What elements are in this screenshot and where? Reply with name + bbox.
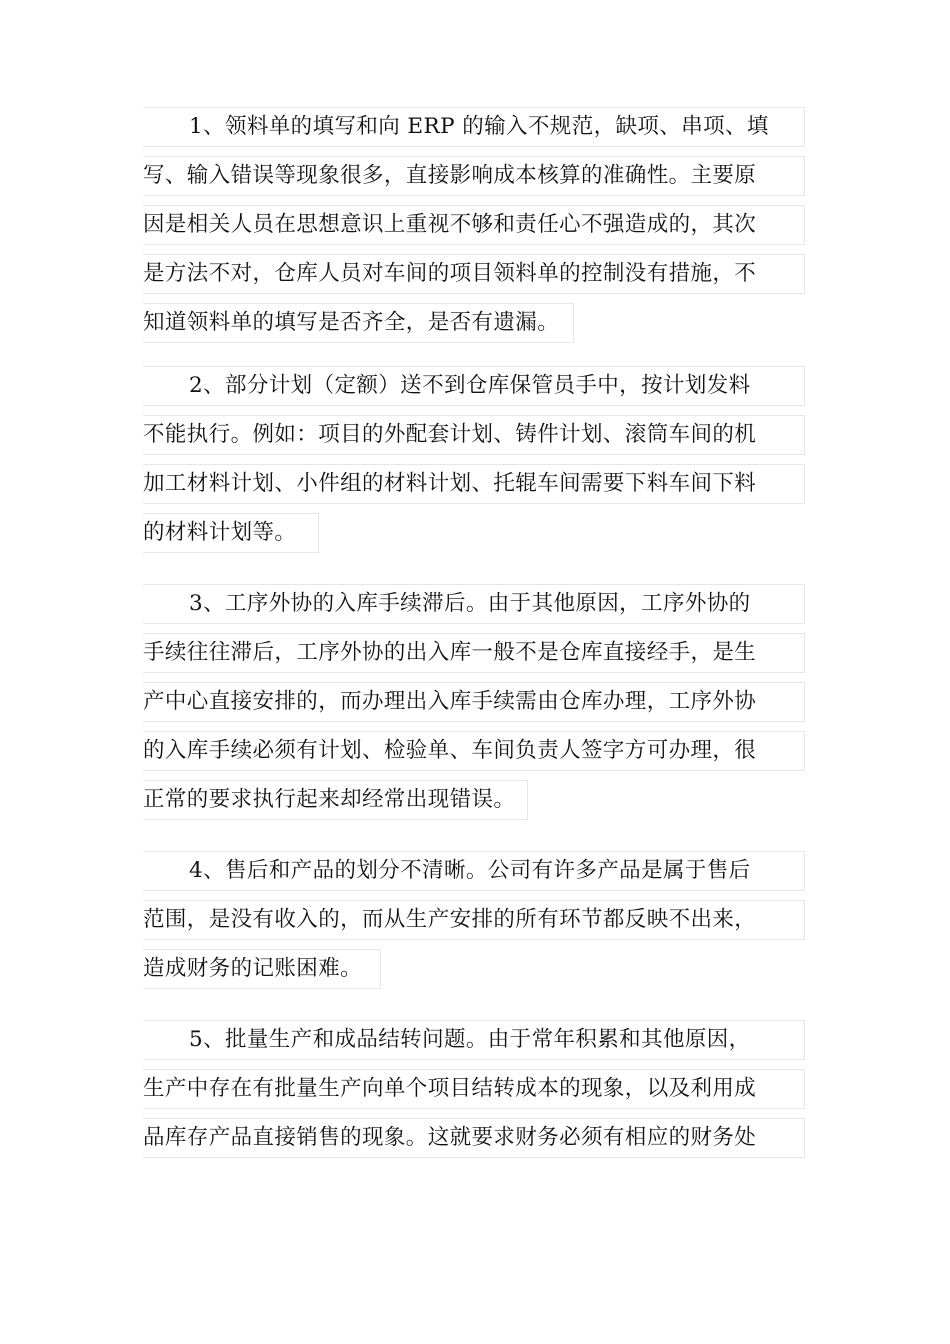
text-line: 1、领料单的填写和向 ERP 的输入不规范，缺项、串项、填 bbox=[143, 107, 805, 147]
text-line: 因是相关人员在思想意识上重视不够和责任心不强造成的，其次 bbox=[143, 205, 805, 245]
text-line: 4、售后和产品的划分不清晰。公司有许多产品是属于售后 bbox=[143, 851, 805, 891]
text-line: 范围，是没有收入的，而从生产安排的所有环节都反映不出来， bbox=[143, 900, 805, 940]
text-line: 生产中存在有批量生产向单个项目结转成本的现象，以及利用成 bbox=[143, 1069, 805, 1109]
text-line: 写、输入错误等现象很多，直接影响成本核算的准确性。主要原 bbox=[143, 156, 805, 196]
text-line: 手续往往滞后，工序外协的出入库一般不是仓库直接经手，是生 bbox=[143, 633, 805, 673]
text-line: 的材料计划等。 bbox=[143, 513, 319, 553]
text-line: 产中心直接安排的，而办理出入库手续需由仓库办理，工序外协 bbox=[143, 682, 805, 722]
paragraph-5 bbox=[143, 1020, 811, 1167]
text-line: 知道领料单的填写是否齐全，是否有遗漏。 bbox=[143, 303, 574, 343]
paragraph-4 bbox=[143, 851, 811, 1002]
text-line: 正常的要求执行起来却经常出现错误。 bbox=[143, 780, 528, 820]
text-line: 5、批量生产和成品结转问题。由于常年积累和其他原因， bbox=[143, 1020, 805, 1060]
text-line: 2、部分计划（定额）送不到仓库保管员手中，按计划发料 bbox=[143, 366, 805, 406]
paragraph-2 bbox=[143, 366, 811, 566]
paragraph-3 bbox=[143, 584, 811, 833]
text-line: 是方法不对，仓库人员对车间的项目领料单的控制没有措施，不 bbox=[143, 254, 805, 294]
text-line: 的入库手续必须有计划、检验单、车间负责人签字方可办理，很 bbox=[143, 731, 805, 771]
text-line: 3、工序外协的入库手续滞后。由于其他原因，工序外协的 bbox=[143, 584, 805, 624]
text-line: 加工材料计划、小件组的材料计划、托辊车间需要下料车间下料 bbox=[143, 464, 805, 504]
text-line: 品库存产品直接销售的现象。这就要求财务必须有相应的财务处 bbox=[143, 1118, 805, 1158]
text-line: 造成财务的记账困难。 bbox=[143, 949, 381, 989]
paragraph-1 bbox=[143, 107, 811, 356]
text-line: 不能执行。例如：项目的外配套计划、铸件计划、滚筒车间的机 bbox=[143, 415, 805, 455]
